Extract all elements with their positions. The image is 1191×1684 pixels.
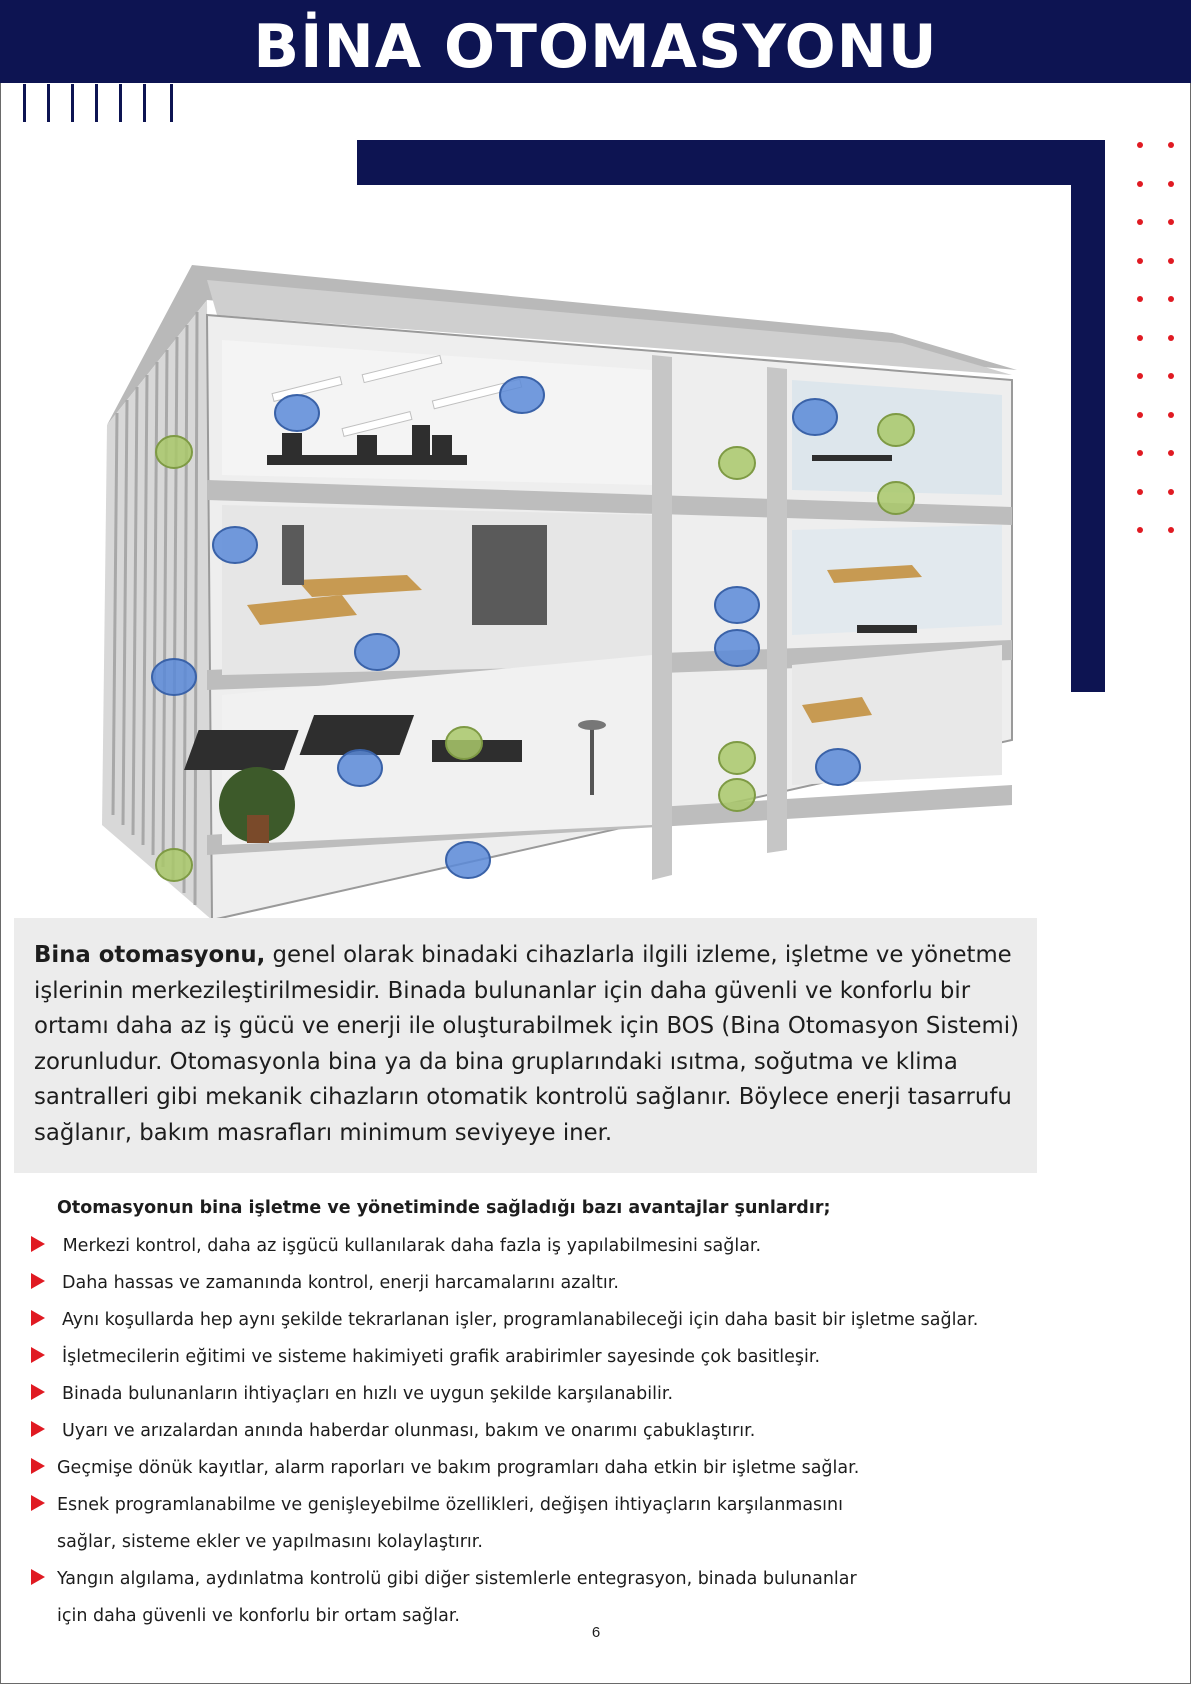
red-dot	[1168, 489, 1174, 495]
bullet-arrow-icon	[31, 1495, 45, 1511]
intro-lead: Bina otomasyonu,	[34, 942, 266, 968]
red-dot	[1137, 412, 1143, 418]
red-dot	[1137, 142, 1143, 148]
advantage-text: Aynı koşullarda hep aynı şekilde tekrarlanan işler, programlanabileceği için daha basit bir işletme sağlar.	[62, 1310, 979, 1330]
red-dot	[1168, 335, 1174, 341]
bullet-arrow-icon	[31, 1421, 45, 1437]
red-dot	[1137, 450, 1143, 456]
advantage-text: Uyarı ve arızalardan anında haberdar olunması, bakım ve onarımı çabuklaştırır.	[62, 1421, 756, 1441]
advantage-text: Yangın algılama, aydınlatma kontrolü gibi diğer sistemlerle entegrasyon, binada bulunanlar	[57, 1569, 857, 1589]
bullet-arrow-icon	[31, 1569, 45, 1585]
red-dot	[1137, 219, 1143, 225]
red-dot	[1137, 296, 1143, 302]
advantage-text: Esnek programlanabilme ve genişleyebilme özellikleri, değişen ihtiyaçların karşılanmasını	[57, 1495, 843, 1515]
red-dot	[1168, 373, 1174, 379]
advantage-text: sağlar, sisteme ekler ve yapılmasını kolaylaştırır.	[57, 1532, 483, 1552]
advantage-text: İşletmecilerin eğitimi ve sisteme hakimiyeti grafik arabirimler sayesinde çok basitleşir.	[62, 1347, 821, 1367]
red-dot	[1168, 450, 1174, 456]
intro-box	[14, 918, 1037, 1173]
bullet-arrow-icon	[31, 1347, 45, 1363]
building-automation-illustration	[12, 185, 1071, 1030]
red-dot	[1137, 373, 1143, 379]
navy-frame-top	[357, 140, 1105, 185]
red-dot	[1137, 489, 1143, 495]
red-dot	[1168, 142, 1174, 148]
page-title: BİNA OTOMASYONU	[253, 12, 938, 82]
bullet-arrow-icon	[31, 1384, 45, 1400]
intro-body: genel olarak binadaki cihazlarla ilgili izleme, işletme ve yönetme işlerinin merkezileştirilmesidir. Binada bulunanlar için daha güvenli ve konforlu bir ortamı daha az iş gücü ve enerji ile oluşturabilmek için BOS (Bina Otomasyon Sistemi) zorunludur. Otomasyonla bina ya da bina gruplarındaki ısıtma, soğutma ve klima santralleri gibi mekanik cihazların otomatik kontrolü sağlanır. Böylece enerji tasarrufu sağlanır, bakım masrafları minimum seviyeye iner.	[34, 942, 1019, 1146]
advantage-text: Geçmişe dönük kayıtlar, alarm raporları ve bakım programları daha etkin bir işletme sağlar.	[57, 1458, 860, 1478]
red-dot	[1168, 219, 1174, 225]
advantage-text: Binada bulunanların ihtiyaçları en hızlı ve uygun şekilde karşılanabilir.	[62, 1384, 674, 1404]
bullet-arrow-icon	[31, 1236, 45, 1252]
advantage-text: Daha hassas ve zamanında kontrol, enerji harcamalarını azaltır.	[62, 1273, 619, 1293]
red-dot	[1137, 527, 1143, 533]
bullet-arrow-icon	[31, 1273, 45, 1289]
navy-frame-right	[1071, 140, 1105, 692]
intro-paragraph	[34, 938, 1034, 1151]
bullet-arrow-icon	[31, 1310, 45, 1326]
red-dot	[1168, 527, 1174, 533]
bullet-arrow-icon	[31, 1458, 45, 1474]
advantage-text: için daha güvenli ve konforlu bir ortam sağlar.	[57, 1606, 460, 1626]
building-illustration	[12, 185, 1071, 1030]
red-dot	[1137, 335, 1143, 341]
red-dot	[1137, 258, 1143, 264]
advantage-text: Merkezi kontrol, daha az işgücü kullanılarak daha fazla iş yapılabilmesini sağlar.	[57, 1236, 762, 1256]
red-dot	[1168, 412, 1174, 418]
red-dot	[1168, 296, 1174, 302]
red-dot	[1168, 258, 1174, 264]
red-dot	[1168, 181, 1174, 187]
red-dot	[1137, 181, 1143, 187]
page-number: 6	[591, 1624, 601, 1641]
red-dot-grid	[1137, 142, 1177, 537]
advantages-heading: Otomasyonun bina işletme ve yönetiminde sağladığı bazı avantajlar şunlardır;	[57, 1198, 831, 1218]
